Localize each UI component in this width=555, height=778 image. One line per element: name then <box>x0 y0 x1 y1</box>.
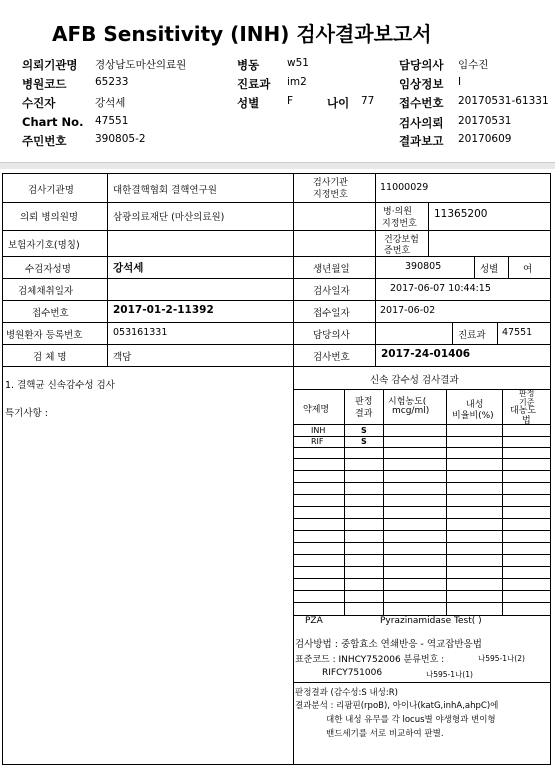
dept-value: im2 <box>287 76 307 88</box>
std-code-inh-class: 나595-1나(2) <box>478 654 525 663</box>
receipt-no-value: 20170531-61331 <box>458 95 549 107</box>
requester-value: 경상남도마산의료원 <box>95 59 187 71</box>
hosp-value: 삼광의료재단 (마산의료원) <box>113 212 225 223</box>
left-section-title: 1. 결핵균 신속감수성 검사 <box>5 380 115 391</box>
method-line: 검사방법 : 중합효소 연쇄반응 - 역교잡반응법 <box>295 639 482 650</box>
col-judge-2: 결과 <box>355 409 373 419</box>
col-judge-1: 판정 <box>355 397 373 407</box>
col-crit-4: 법 <box>522 416 531 426</box>
resident-value: 390805-2 <box>95 133 146 145</box>
ward-label: 병동 <box>237 58 260 72</box>
sex-label-form: 성별 <box>480 264 499 275</box>
patient-name-value: 강석세 <box>113 262 144 274</box>
col-drug: 약제명 <box>303 405 330 415</box>
doctor-label: 담당의사 <box>399 58 444 72</box>
sex-label: 성별 <box>237 96 260 110</box>
inst-code-label-2: 지정번호 <box>313 190 348 200</box>
chart-label: Chart No. <box>22 115 84 129</box>
std-code-rif-class: 나595-1나(1) <box>426 670 473 679</box>
col-conc-1: 시험농도( <box>388 397 427 407</box>
col-ratio-1: 내성 <box>466 400 484 410</box>
result-title: 신속 감수성 검사결과 <box>370 375 459 386</box>
insured-label: 보험자기호(명칭) <box>8 240 80 251</box>
age-label: 나이 <box>327 96 350 110</box>
row-rif-drug: RIF <box>311 437 324 446</box>
patient-name-label: 수검자성명 <box>25 264 71 275</box>
receipt-date-label: 접수일자 <box>313 308 350 319</box>
header-separator <box>0 162 555 169</box>
receipt-value: 2017-01-2-11392 <box>113 304 214 316</box>
inst-value: 대한결핵협회 결핵연구원 <box>113 185 217 196</box>
report-title: AFB Sensitivity (INH) 검사결과보고서 <box>52 22 432 46</box>
requester-label: 의뢰기관명 <box>22 58 78 72</box>
patient-label: 수진자 <box>22 96 56 110</box>
health-label-1: 건강보험 <box>384 235 419 245</box>
hosp-label: 의뢰 병의원명 <box>20 212 79 223</box>
form-doctor-label: 담당의사 <box>313 330 350 341</box>
test-no-value: 2017-24-01406 <box>381 348 471 360</box>
row-inh-drug: INH <box>311 426 326 435</box>
hosp-code-label-1: 병·의원 <box>383 207 412 217</box>
clinical-label: 임상정보 <box>399 77 444 91</box>
judge-line: 판정결과 (감수성:S 내성:R) <box>295 688 398 698</box>
dept-label: 진료과 <box>237 77 271 91</box>
analysis-line-1: 결과분석 : 리팜핀(rpoB), 아이나(katG,inhA,ahpC)에 <box>295 701 499 711</box>
std-code-line: 표준코드 : INHCY752006 분류번호 : <box>295 655 445 665</box>
report-label: 결과보고 <box>399 134 444 148</box>
col-conc-2: mcg/ml) <box>392 406 430 416</box>
receipt-date-value: 2017-06-02 <box>380 305 436 316</box>
hosp-code-value: 11365200 <box>434 208 488 220</box>
collect-label: 검체채취일자 <box>18 286 74 297</box>
inst-code-value: 11000029 <box>380 182 429 193</box>
birth-label: 생년월일 <box>313 264 350 275</box>
inst-label: 검사기관명 <box>28 185 74 196</box>
resident-label: 주민번호 <box>22 134 67 148</box>
request-value: 20170531 <box>458 115 512 127</box>
receipt-label: 접수번호 <box>32 308 69 319</box>
reg-label: 병원환자 등록번호 <box>6 330 83 341</box>
test-date-value: 2017-06-07 10:44:15 <box>390 283 491 294</box>
age-value: 77 <box>361 95 375 107</box>
specimen-label: 검 체 명 <box>33 352 67 363</box>
std-code-rif: RIFCY751006 <box>322 668 383 678</box>
health-label-2: 증번호 <box>384 246 411 256</box>
col-ratio-2: 비율비(%) <box>452 411 494 421</box>
receipt-no-label: 접수번호 <box>399 96 444 110</box>
ward-value: w51 <box>287 57 309 69</box>
clinical-value: I <box>458 76 462 88</box>
patient-value: 강석세 <box>95 97 126 109</box>
hospital-code-label: 병원코드 <box>22 77 67 91</box>
sex-value-form: 여 <box>523 264 533 275</box>
pza-label: PZA <box>305 616 323 626</box>
analysis-line-2: 대한 내성 유무를 각 locus별 야생형과 변이형 <box>326 715 496 725</box>
hosp-code-label-2: 지정번호 <box>382 219 417 229</box>
hospital-code-value: 65233 <box>95 76 129 88</box>
col-crit-3: 대농도 <box>510 406 537 416</box>
col-crit-2: 기준 <box>519 398 535 407</box>
chart-value: 47551 <box>95 115 129 127</box>
birth-value: 390805 <box>405 261 442 272</box>
test-no-label: 검사번호 <box>313 352 350 363</box>
reg-value: 053161331 <box>113 327 168 338</box>
form-chart-value: 47551 <box>502 327 533 338</box>
request-label: 검사의뢰 <box>399 116 444 130</box>
test-date-label: 검사일자 <box>313 286 350 297</box>
sex-value: F <box>287 95 294 107</box>
analysis-line-3: 밴드세기를 서로 비교하여 판별. <box>326 729 444 739</box>
report-value: 20170609 <box>458 133 512 145</box>
row-rif-result: S <box>361 437 367 446</box>
doctor-value: 임수진 <box>458 59 489 71</box>
row-inh-result: S <box>361 426 367 435</box>
inst-code-label-1: 검사기관 <box>313 178 348 188</box>
specimen-value: 객담 <box>113 352 132 363</box>
pza-value: Pyrazinamidase Test( ) <box>380 616 482 626</box>
remark-label: 특기사항 : <box>5 408 48 419</box>
form-chart-label: 진료과 <box>458 330 486 341</box>
col-crit-1: 판정 <box>519 389 535 398</box>
